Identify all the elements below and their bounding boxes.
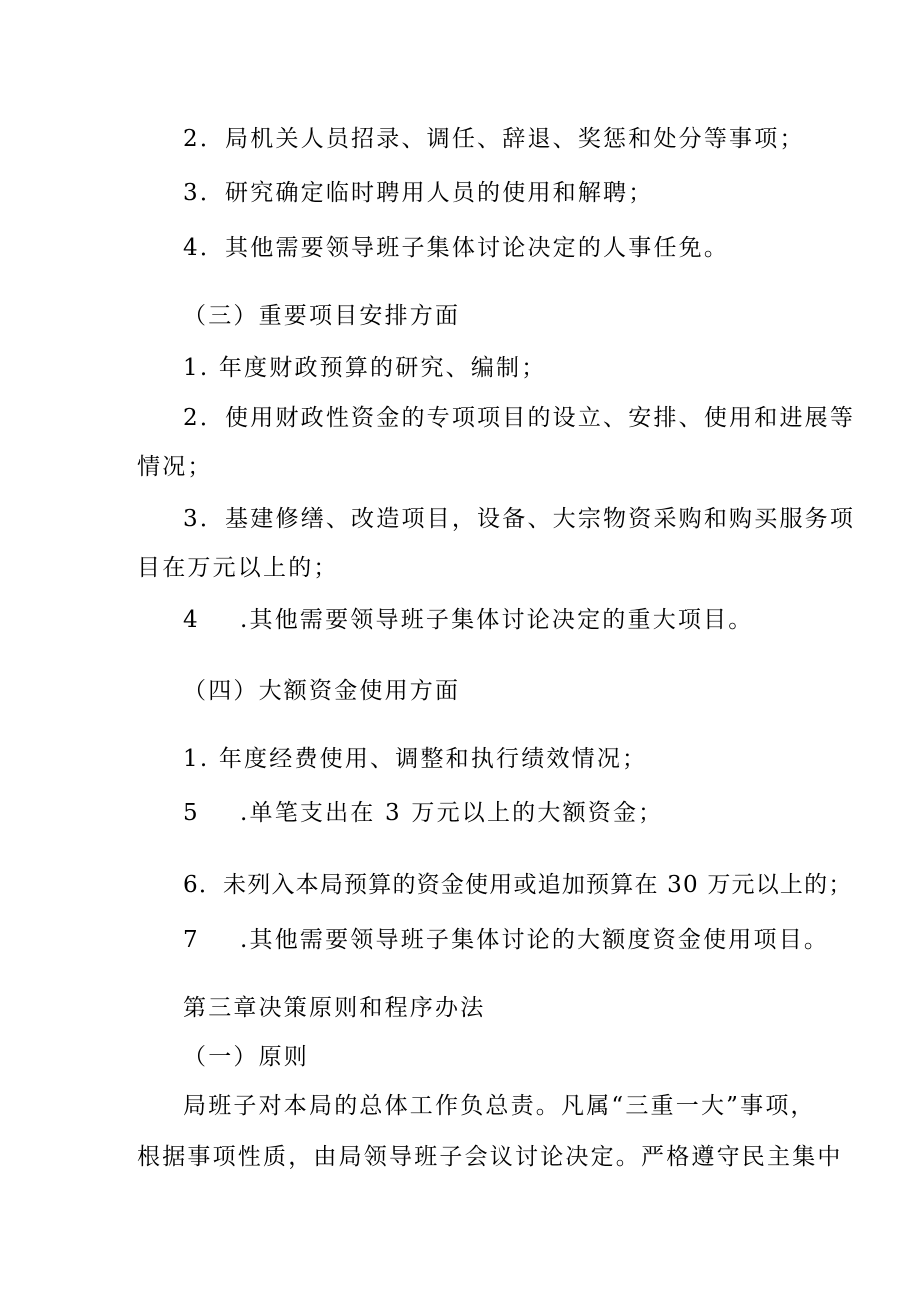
item-number: 2 xyxy=(183,126,200,152)
item-number: 4 xyxy=(183,235,200,261)
item-text: ．基建修缮、改造项目，设备、大宗物资采购和购买服务项 xyxy=(199,506,856,532)
paragraph-line-1: 局班子对本局的总体工作负总责。凡属“三重一大”事项， xyxy=(183,1093,816,1119)
item-number: 5 xyxy=(183,800,200,826)
item-5-single-expenditure xyxy=(183,798,663,828)
subsection-heading-principles: （一）原则 xyxy=(183,1044,309,1070)
section-heading-funds: （四）大额资金使用方面 xyxy=(183,678,461,704)
item-number: 7 xyxy=(183,927,200,953)
item-2-continuation: 情况； xyxy=(137,454,213,480)
paragraph-line-2: 根据事项性质，由局领导班子会议讨论决定。严格遵守民主集中 xyxy=(137,1144,843,1170)
item-text: ．使用财政性资金的专项项目的设立、安排、使用和进展等 xyxy=(199,405,856,431)
item-text: ．未列入本局预算的资金使用或追加预算在 30 万元以上的； xyxy=(198,872,853,898)
item-text: .单笔支出在 3 万元以上的大额资金； xyxy=(240,800,664,826)
item-number: 3 xyxy=(183,506,200,532)
item-number: 3 xyxy=(183,180,200,206)
item-text: ．局机关人员招录、调任、辞退、奖惩和处分等事项； xyxy=(199,126,805,152)
item-4-major-projects xyxy=(183,605,754,635)
item-4-appointments xyxy=(183,233,729,263)
item-3-continuation: 目在万元以上的； xyxy=(137,555,339,581)
item-text: ．其他需要领导班子集体讨论决定的人事任免。 xyxy=(199,235,730,261)
item-6-unbudgeted xyxy=(183,870,853,900)
item-1-budget: 1. 年度财政预算的研究、编制； xyxy=(183,355,547,381)
item-7-large-funds xyxy=(183,925,829,955)
item-1-expenses: 1. 年度经费使用、调整和执行绩效情况； xyxy=(183,746,648,772)
item-3-construction xyxy=(183,504,855,534)
item-text: .其他需要领导班子集体讨论的大额度资金使用项目。 xyxy=(240,927,830,953)
item-number: 4 xyxy=(183,607,200,633)
section-heading-projects: （三）重要项目安排方面 xyxy=(183,303,461,329)
item-number: 2 xyxy=(183,405,200,431)
item-text: ．研究确定临时聘用人员的使用和解聘； xyxy=(199,180,654,206)
chapter-heading: 第三章决策原则和程序办法 xyxy=(183,995,486,1021)
item-text: .其他需要领导班子集体讨论决定的重大项目。 xyxy=(240,607,754,633)
item-2-personnel xyxy=(183,124,805,154)
item-number: 6 xyxy=(183,872,199,898)
item-2-special-funds xyxy=(183,403,855,433)
item-3-temporary-staff xyxy=(183,178,653,208)
